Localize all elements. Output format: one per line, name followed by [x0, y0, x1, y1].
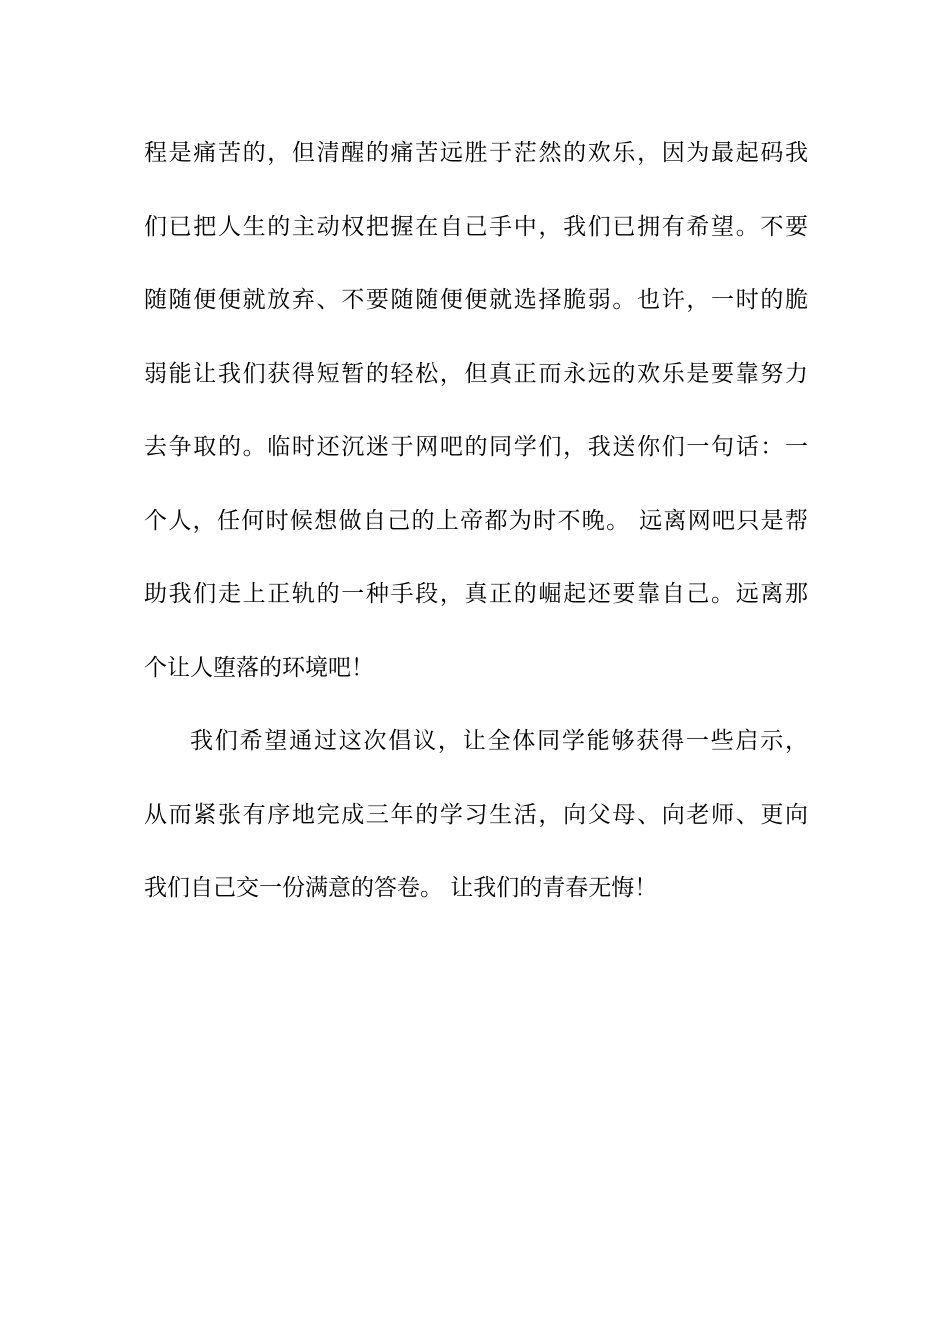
paragraph — [144, 128, 808, 716]
text-line: 程是痛苦的，但清醒的痛苦远胜于茫然的欢乐，因为最起码我 — [144, 140, 808, 166]
text-line: 从而紧张有序地完成三年的学习生活，向父母、向老师、更向 — [144, 801, 808, 828]
text-line: 弱能让我们获得短暂的轻松，但真正而永远的欢乐是要靠努力 — [144, 360, 808, 387]
paragraph — [144, 716, 808, 937]
document-body — [144, 128, 808, 937]
text-line: 个让人堕落的环境吧！ — [144, 654, 374, 681]
text-line: 们已把人生的主动权把握在自己手中，我们已拥有希望。不要 — [144, 213, 808, 240]
text-line: 助我们走上正轨的一种手段，真正的崛起还要靠自己。远离那 — [144, 581, 808, 607]
text-line: 随随便便就放弃、不要随随便便就选择脆弱。也许，一时的脆 — [144, 287, 808, 313]
text-line: 去争取的。临时还沉迷于网吧的同学们，我送你们一句话：一 — [144, 434, 808, 460]
text-line: 我们自己交一份满意的答卷。 让我们的青春无悔！ — [144, 875, 658, 901]
text-line: 我们希望通过这次倡议，让全体同学能够获得一些启示， — [190, 728, 808, 754]
text-line: 个人，任何时候想做自己的上帝都为时不晚。 远离网吧只是帮 — [144, 507, 808, 534]
